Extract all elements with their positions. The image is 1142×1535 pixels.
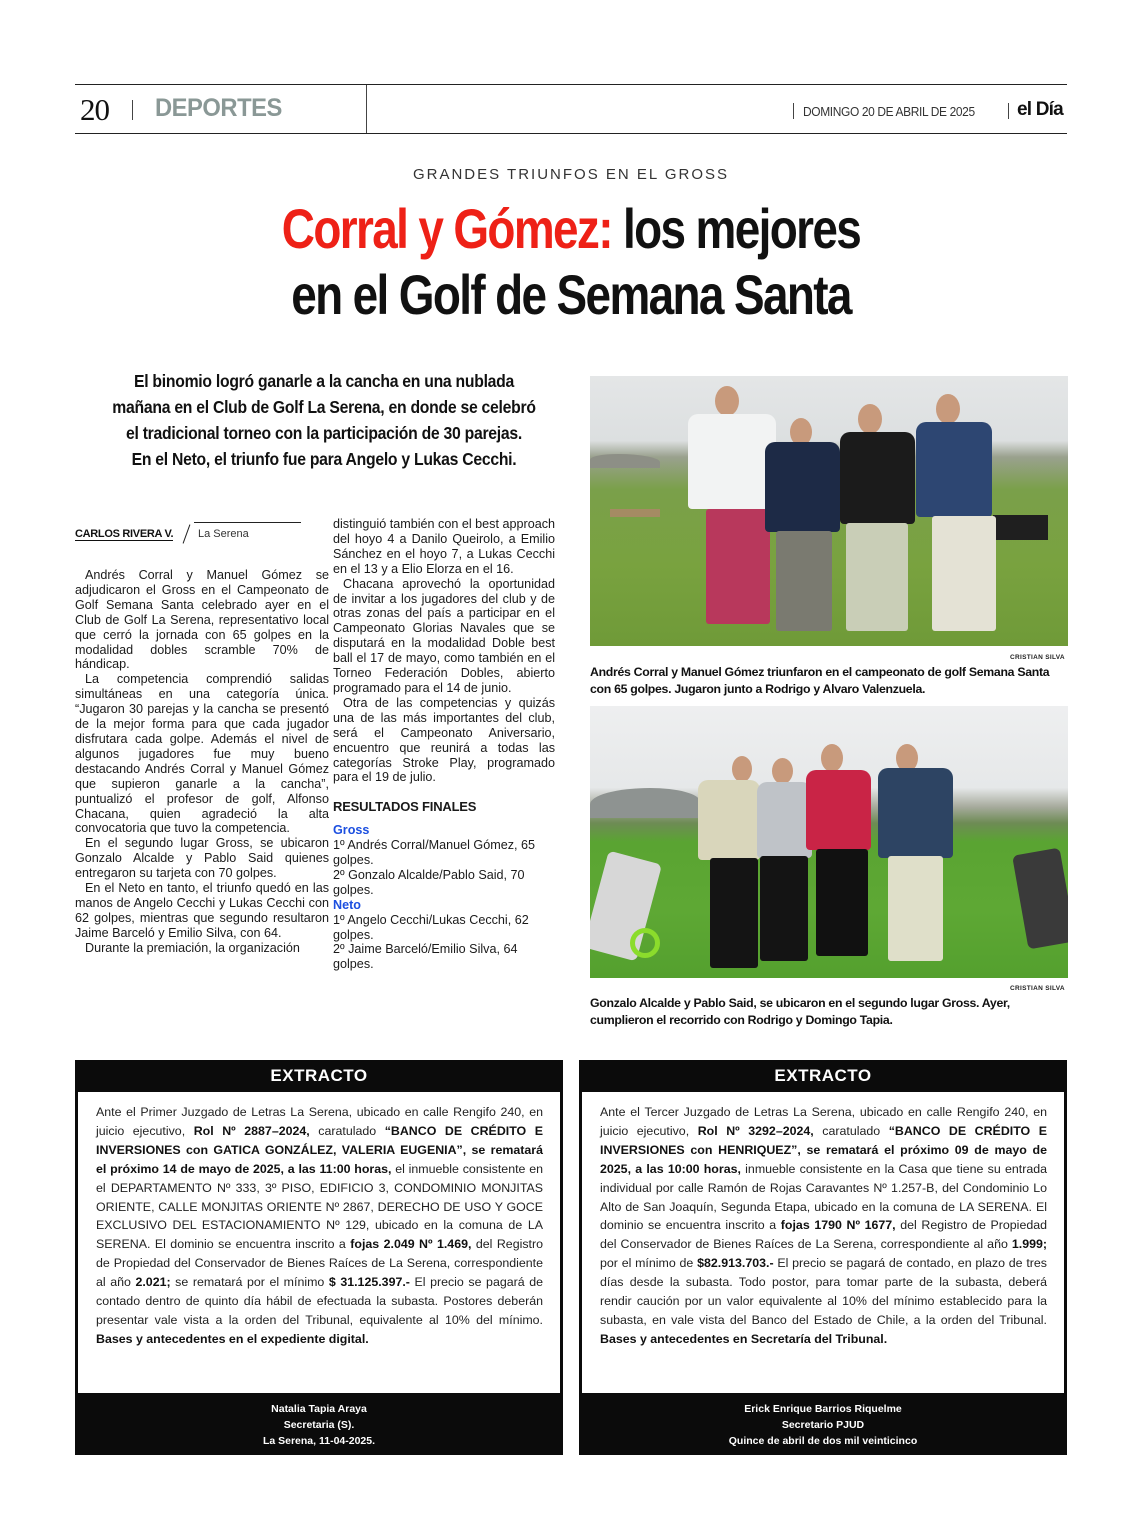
golfer-head	[772, 758, 793, 784]
section-name: DEPORTES	[155, 94, 282, 122]
article-column-1	[75, 568, 329, 956]
results-heading: RESULTADOS FINALES	[333, 799, 477, 815]
article-headline	[0, 196, 1142, 328]
legal-notice-2	[579, 1060, 1067, 1455]
golfer	[698, 780, 760, 860]
byline	[75, 520, 301, 542]
body-paragraph: Durante la premiación, la organización	[85, 940, 300, 955]
body-paragraph: Chacana aprovechó la oportunidad de invitar a los jugadores del club y de otras zonas del país a participar en el Campeonato Glorias Navales que se disputará en la modalidad Doble best ball el 17 de mayo, como también en el Torneo Federación Dobles, abierto programado para el 14 de junio.	[333, 576, 555, 695]
deck-line: El binomio logró ganarle a la cancha en una nublada	[133, 371, 515, 391]
signatory-name: Erick Enrique Barrios Riquelme	[744, 1403, 902, 1415]
notice-signature	[75, 1401, 563, 1449]
results-category-gross: Gross	[333, 823, 370, 838]
photo-credit: CRISTIAN SILVA	[1010, 985, 1065, 992]
body-paragraph: La competencia comprendió salidas simultáneas en una categoría única. “Jugaron 30 parejas y la cancha se presentó de la mejor forma para que cada jugador disfrutara cada golpe. Además el nivel de algunos jugadores fue muy bueno destacando Andrés Corral y Manuel Gómez que supieron ganarle a la cancha”, puntualizó el profesor de golf, Alfonso Chacana, quien agradeció la alta convocatoria que tuvo la competencia.	[75, 672, 329, 836]
notice-title: EXTRACTO	[774, 1066, 872, 1085]
divider	[1008, 103, 1009, 119]
headline-line-2: en el Golf de Semana Santa	[291, 263, 851, 326]
dateline-location: La Serena	[198, 528, 249, 540]
signature-date: La Serena, 11-04-2025.	[262, 1435, 376, 1447]
body-paragraph: Andrés Corral y Manuel Gómez se adjudicaron el Gross en el Campeonato de Golf Semana Santa celebrado ayer en el Club de Golf La Serena, representativo local que cerró la jornada con 65 golpes en la modalidad dobles scramble 70% de hándicap.	[75, 568, 329, 672]
divider	[793, 103, 794, 119]
golfer-legs	[888, 856, 943, 961]
cart-wheel	[630, 928, 660, 958]
photo-golfers-winners	[590, 376, 1068, 646]
golfer	[757, 782, 812, 858]
golfer-legs	[710, 858, 758, 968]
result-entry: 2º Jaime Barceló/Emilio Silva, 64 golpes.	[333, 942, 518, 972]
deck-line: el tradicional torneo con la participación de 30 parejas.	[126, 423, 523, 443]
golfer-legs	[846, 523, 908, 631]
article-kicker: GRANDES TRIUNFOS EN EL GROSS	[412, 166, 730, 183]
bench	[610, 509, 660, 517]
body-paragraph: Otra de las competencias y quizás una de las más importantes del club, será el Campeonato Aniversario, encuentro que reunirá a todas las categorías Stroke Play, programado para el 19 de julio.	[333, 695, 555, 785]
hill	[590, 454, 660, 468]
golfer-legs	[932, 516, 996, 631]
golfer	[688, 414, 776, 509]
photo-credit: CRISTIAN SILVA	[1010, 654, 1065, 661]
issue-date: DOMINGO 20 DE ABRIL DE 2025	[803, 104, 975, 119]
article-deck	[75, 368, 573, 472]
notice-signature	[579, 1401, 1067, 1449]
article-column-2	[333, 517, 555, 972]
golfer-legs	[760, 856, 808, 961]
signatory-title: Secretario PJUD	[781, 1419, 865, 1431]
result-entry: 1º Andrés Corral/Manuel Gómez, 65 golpes.	[333, 838, 535, 868]
photo-caption: Gonzalo Alcalde y Pablo Said, se ubicaron en el segundo lugar Gross. Ayer, cumplieron el recorrido con Rodrigo y Domingo Tapia.	[590, 996, 1010, 1027]
notice-body: Ante el Tercer Juzgado de Letras La Serena, ubicado en calle Rengifo 240, en juicio ejecutivo, Rol Nº 3292–2024, caratulado “BANCO DE CRÉDITO E INVERSIONES con HENRIQUEZ”, se rematará el próximo 09 de mayo de 2025, a las 10:00 horas, inmueble consistente en la Casa que tiene su entrada individual por calle Ramón de Rojas Caravantes Nº 1.257-B, del Condominio Lo Alto de San Joaquín, Segunda Etapa, ubicado en la comuna de LA SERENA. El dominio se encuentra inscrito a fojas 1790 Nº 1677, del Registro de Propiedad del Conservador de Bienes Raíces de La Serena, correspondiente al año 1.999; por el mínimo de $82.913.703.- El precio se pagará de contado, en plazo de tres días desde la subasta. Todo postor, para tomar parte de la subasta, deberá rendir caución por un valor equivalente al 10% del mínimo establecido para la subasta, en vale vista del Banco del Estado de Chile, a la orden del Tribunal. Bases y antecedentes en Secretaría del Tribunal.	[582, 1092, 1064, 1393]
divider	[366, 85, 367, 133]
legal-notice-1	[75, 1060, 563, 1455]
page-header	[75, 84, 1067, 134]
golfer-legs	[776, 531, 832, 631]
golfer-head	[936, 394, 960, 424]
signature-date: Quince de abril de dos mil veinticinco	[728, 1435, 918, 1447]
body-paragraph: En el segundo lugar Gross, se ubicaron Gonzalo Alcalde y Pablo Said quienes entregaron su tarjeta con 70 golpes.	[75, 836, 329, 881]
headline-highlight: Corral y Gómez:	[281, 197, 612, 260]
golfer-legs	[706, 509, 770, 624]
deck-line: mañana en el Club de Golf La Serena, en donde se celebró	[112, 397, 536, 417]
byline-rule	[194, 522, 301, 523]
byline-slash	[183, 524, 191, 543]
signatory-title: Secretaria (S).	[283, 1419, 355, 1431]
notice-body: Ante el Primer Juzgado de Letras La Serena, ubicado en calle Rengifo 240, en juicio ejecutivo, Rol Nº 2887–2024, caratulado “BANCO DE CRÉDITO E INVERSIONES con GATICA GONZÁLEZ, VALERIA EUGENIA”, se rematará el próximo 14 de mayo de 2025, a las 11:00 horas, el inmueble consistente en el DEPARTAMENTO Nº 333, 3º PISO, EDIFICIO 3, CONDOMINIO MONJITAS ORIENTE, CALLE MONJITAS ORIENTE Nº 2867, DERECHO DE USO Y GOCE EXCLUSIVO DEL ESTACIONAMIENTO Nº 129, ubicado en la comuna de LA SERENA. El dominio se encuentra inscrito a fojas 2.049 Nº 1.469, del Registro de Propiedad del Conservador de Bienes Raíces de La Serena, correspondiente al año 2.021; se rematará por el mínimo $ 31.125.397.- El precio se pagará de contado dentro de quinto día hábil de efectuada la subasta. Postores deberán presentar vale vista a la orden del Tribunal, equivalente al 10% del mínimo. Bases y antecedentes en el expediente digital.	[78, 1092, 560, 1393]
photo-caption: Andrés Corral y Manuel Gómez triunfaron en el campeonato de golf Semana Santa con 65 golpes. Jugaron junto a Rodrigo y Alvaro Valenzuela.	[590, 665, 1050, 696]
golfer	[765, 442, 840, 532]
golfer-legs	[816, 849, 868, 956]
photo-golfers-second-place	[590, 706, 1068, 978]
signatory-name: Natalia Tapia Araya	[271, 1403, 367, 1415]
golfer	[916, 422, 992, 517]
headline-rest: los mejores	[611, 197, 861, 260]
golfer-head	[732, 756, 752, 782]
notice-title: EXTRACTO	[270, 1066, 368, 1085]
divider	[132, 100, 133, 120]
hill	[590, 788, 700, 818]
golfer	[840, 432, 915, 524]
body-paragraph: En el Neto en tanto, el triunfo quedó en las manos de Angelo Cecchi y Lukas Cecchi con 62 golpes, mientras que segundo resultaron Jaime Barceló y Emilio Silva, con 64.	[75, 881, 329, 940]
results-category-neto: Neto	[333, 897, 361, 912]
author-name: CARLOS RIVERA V.	[75, 528, 174, 540]
golf-bag	[1012, 848, 1068, 950]
newspaper-logo: el Día	[1017, 99, 1063, 120]
deck-line: En el Neto, el triunfo fue para Angelo y Lukas Cecchi.	[131, 449, 517, 469]
result-entry: 2º Gonzalo Alcalde/Pablo Said, 70 golpes.	[333, 867, 525, 897]
headline-line-1	[103, 196, 1039, 262]
result-entry: 1º Angelo Cecchi/Lukas Cecchi, 62 golpes.	[333, 912, 529, 942]
page-number: 20	[80, 92, 109, 127]
golfer	[878, 768, 953, 858]
golfer-head	[821, 744, 843, 772]
golfer	[806, 770, 871, 850]
golfer-head	[715, 386, 739, 416]
golfer-head	[858, 404, 882, 434]
body-paragraph-continued: distinguió también con el best approach del hoyo 4 a Danilo Queirolo, a Emilio Sánchez en el hoyo 7, a Lukas Cecchi en el 13 y a Elio Elorza en el 16.	[333, 517, 555, 576]
tee-sign	[993, 515, 1048, 540]
